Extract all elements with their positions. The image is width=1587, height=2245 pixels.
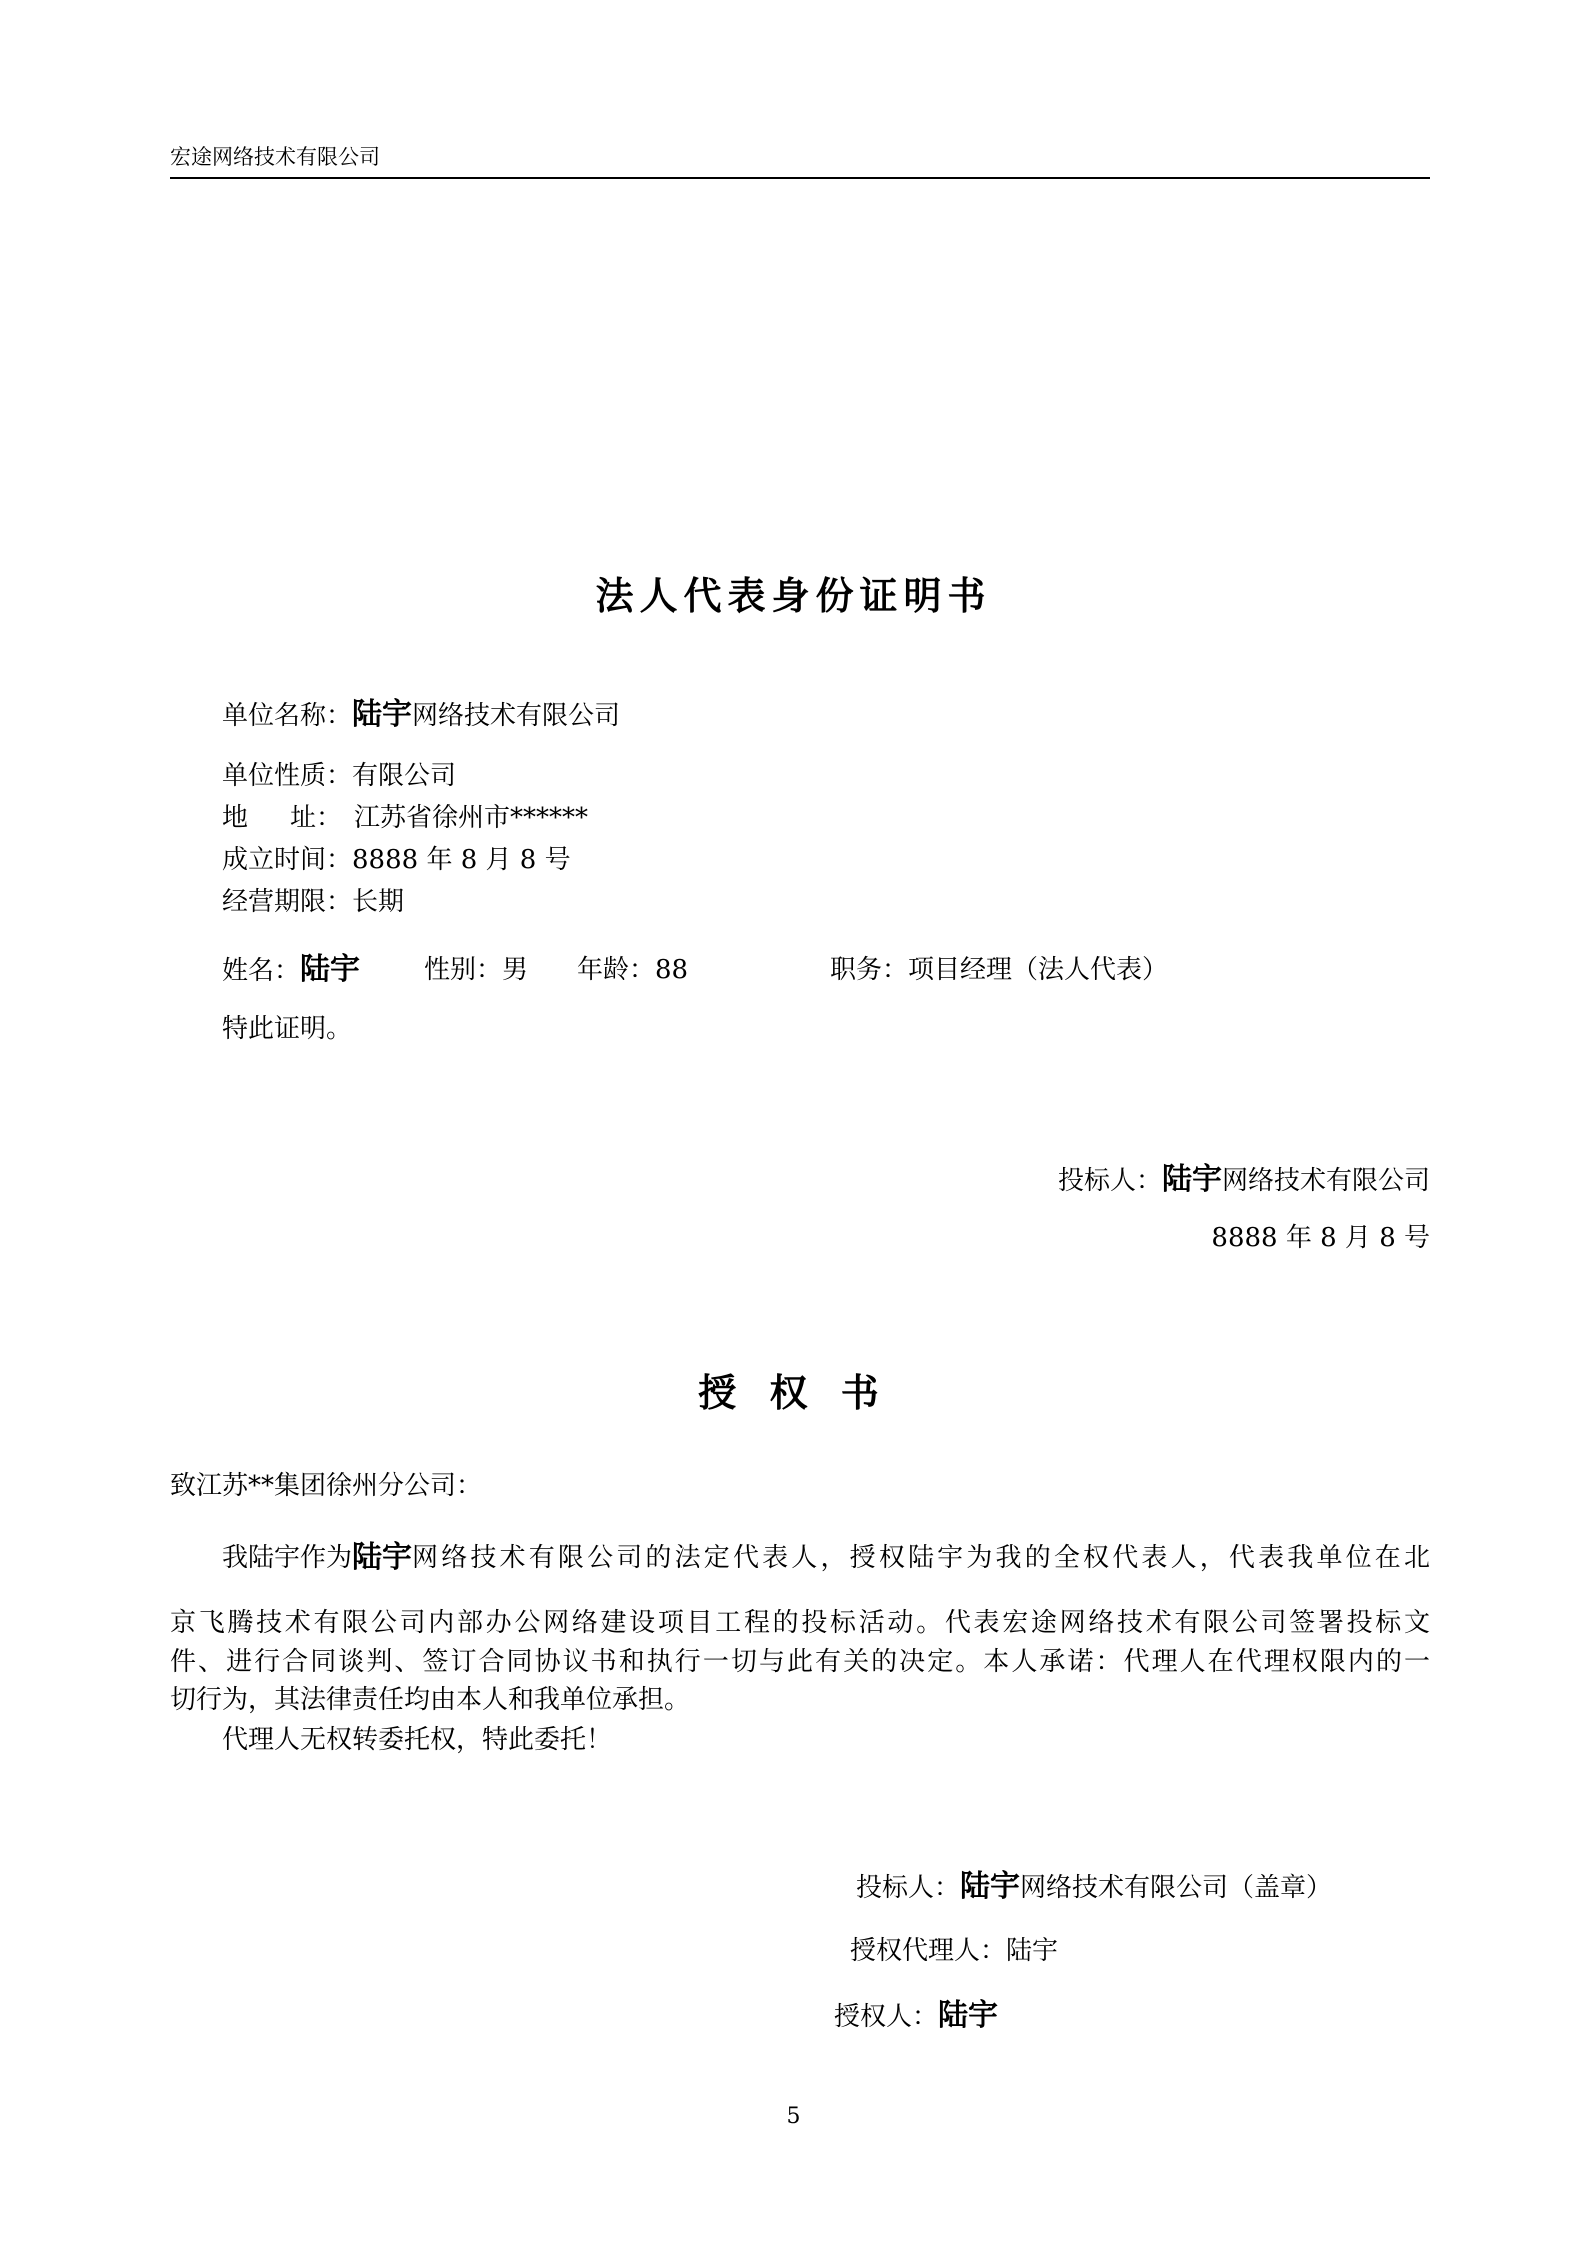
value: 陆宇 (1006, 1936, 1059, 1966)
value: 男 (502, 955, 529, 985)
label: 投标人： (856, 1873, 961, 1903)
auth-title: 授 权 书 (698, 1371, 889, 1415)
label: 址： (290, 803, 343, 833)
name-bold: 陆宇 (960, 1869, 1021, 1904)
label: 授权人： (834, 2002, 939, 2032)
auth-para-line-2: 京飞腾技术有限公司内部办公网络建设项目工程的投标活动。代表宏途网络技术有限公司签署投标文 (170, 1608, 1430, 1638)
age (577, 953, 688, 987)
cert-title: 法人代表身份证明书 (595, 574, 992, 618)
label: 职务： (830, 955, 909, 985)
auth-para-2: 代理人无权转委托权，特此委托！ (222, 1725, 613, 1755)
authorizer (834, 1999, 998, 2034)
header-rule (170, 177, 1430, 179)
address-row (222, 801, 588, 835)
auth-para-line-4: 切行为，其法律责任均由本人和我单位承担。 (170, 1685, 691, 1715)
label: 成立时间： (222, 845, 353, 875)
value: 网络技术有限公司 (412, 701, 621, 731)
name-bold: 陆宇 (1161, 1162, 1222, 1197)
label: 单位性质： (222, 761, 353, 791)
auth-bidder (856, 1870, 1332, 1905)
value: 陆宇 (938, 1998, 999, 2033)
person-name: 陆宇 (300, 952, 361, 987)
cert-bidder (1058, 1163, 1430, 1198)
value: 8888 年 8 月 8 号 (352, 845, 571, 875)
auth-agent (850, 1934, 1058, 1968)
value: 长期 (352, 887, 405, 917)
founded-row (222, 843, 571, 877)
closing: 特此证明。 (222, 1014, 353, 1044)
position (830, 953, 1168, 987)
unit-name-row (222, 698, 620, 733)
nature-row (222, 759, 456, 793)
value: 江苏省徐州市****** (354, 803, 589, 833)
value: 项目经理（法人代表） (908, 955, 1169, 985)
page-header: 宏途网络技术有限公司 (170, 145, 380, 169)
label: 性别： (424, 955, 503, 985)
label: 经营期限： (222, 887, 353, 917)
page-number: 5 (786, 2104, 801, 2129)
name-bold: 陆宇 (352, 1540, 413, 1575)
value: 有限公司 (352, 761, 457, 791)
text: 我陆宇作为 (222, 1543, 353, 1573)
gender (424, 953, 528, 987)
auth-para-line-3: 件、进行合同谈判、签订合同协议书和执行一切与此有关的决定。本人承诺：代理人在代理权限内的一 (170, 1647, 1430, 1677)
label: 单位名称： (222, 701, 353, 731)
name-bold: 陆宇 (352, 697, 413, 732)
text: 网络技术有限公司的法定代表人，授权陆宇为我的全权代表人，代表我单位在北 (412, 1543, 1430, 1573)
addressee: 致江苏**集团徐州分公司： (170, 1471, 483, 1501)
label: 年龄： (577, 955, 656, 985)
value: 网络技术有限公司 (1221, 1166, 1430, 1196)
value: 88 (655, 955, 689, 985)
value: 网络技术有限公司（盖章） (1020, 1873, 1333, 1903)
term-row (222, 885, 404, 919)
label: 地 (222, 803, 249, 833)
label: 授权代理人： (850, 1936, 1007, 1966)
cert-date: 8888 年 8 月 8 号 (1211, 1223, 1430, 1253)
label: 投标人： (1057, 1166, 1162, 1196)
auth-para-line-1 (222, 1541, 1430, 1575)
label: 姓名： (222, 956, 301, 986)
person-row (222, 953, 360, 988)
